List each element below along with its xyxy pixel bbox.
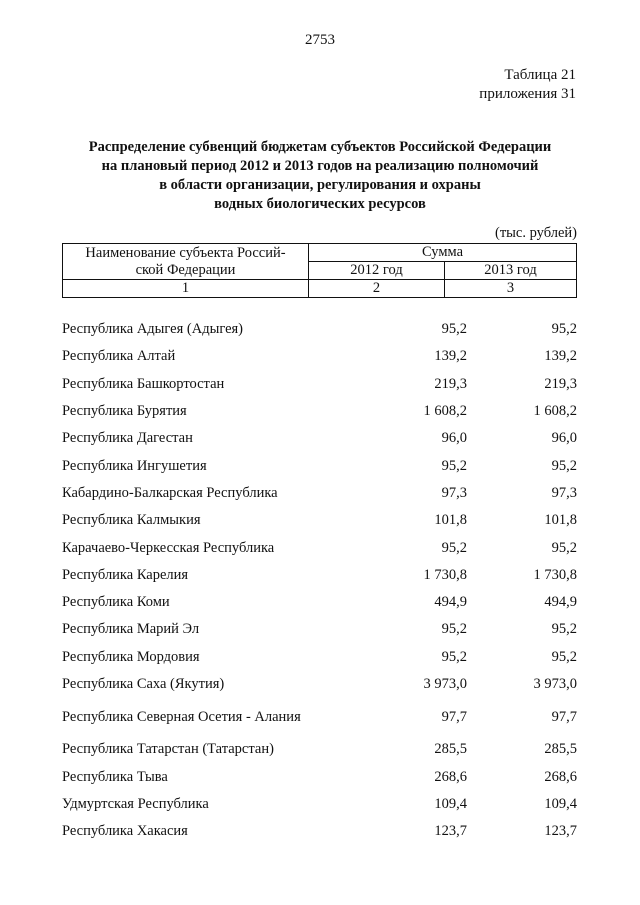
table-row	[62, 452, 577, 479]
table-row	[62, 534, 577, 561]
row-value-2013: 101,8	[544, 512, 577, 529]
row-value-2013: 95,2	[551, 321, 577, 338]
row-value-2012: 109,4	[434, 795, 467, 812]
table-row	[62, 398, 577, 425]
row-value-2013: 123,7	[544, 823, 577, 840]
table-ref-line2: приложения 31	[479, 86, 576, 102]
table-header	[62, 243, 577, 298]
row-subject-name: Республика Коми	[62, 594, 170, 611]
row-value-2013: 95,2	[551, 621, 577, 638]
units-label: (тыс. рублей)	[495, 225, 577, 241]
row-subject-name: Республика Дагестан	[62, 430, 193, 447]
header-name-line2: ской Федерации	[135, 261, 236, 278]
row-value-2013: 268,6	[544, 768, 577, 785]
table-body	[62, 316, 577, 845]
row-value-2012: 1 730,8	[423, 566, 467, 583]
header-col-number-2: 2	[309, 280, 445, 298]
table-row	[62, 316, 577, 343]
table-row	[62, 425, 577, 452]
row-value-2012: 95,2	[441, 648, 467, 665]
table-row	[62, 562, 577, 589]
row-value-2013: 139,2	[544, 348, 577, 365]
row-subject-name: Республика Бурятия	[62, 403, 187, 420]
row-value-2013: 494,9	[544, 594, 577, 611]
row-subject-name: Кабардино-Балкарская Республика	[62, 484, 278, 501]
row-value-2012: 97,3	[441, 484, 467, 501]
table-row	[62, 371, 577, 398]
header-col-number-1: 1	[63, 280, 309, 298]
row-value-2013: 1 730,8	[533, 566, 577, 583]
table-row	[62, 671, 577, 698]
table-row	[62, 507, 577, 534]
row-value-2013: 97,3	[551, 484, 577, 501]
row-value-2012: 95,2	[441, 539, 467, 556]
row-subject-name: Республика Саха (Якутия)	[62, 676, 225, 692]
table-row	[62, 791, 577, 818]
row-value-2012: 123,7	[434, 823, 467, 840]
row-value-2013: 285,5	[544, 741, 577, 758]
row-value-2013: 1 608,2	[533, 403, 577, 420]
row-value-2012: 97,7	[441, 708, 467, 725]
row-value-2012: 1 608,2	[423, 403, 467, 420]
row-value-2013: 219,3	[544, 375, 577, 392]
row-subject-name: Республика Алтай	[62, 348, 176, 365]
row-value-2012: 219,3	[434, 375, 467, 392]
row-value-2012: 285,5	[434, 741, 467, 758]
row-subject-name: Республика Тыва	[62, 768, 168, 785]
row-subject-name: Республика Северная Осетия - Алания	[62, 708, 301, 725]
title-line3: в области организации, регулирования и охраны	[159, 177, 481, 193]
row-value-2012: 494,9	[434, 594, 467, 611]
table-row	[62, 698, 577, 736]
row-value-2012: 101,8	[434, 512, 467, 529]
row-value-2013: 95,2	[551, 457, 577, 474]
row-value-2013: 95,2	[551, 539, 577, 556]
row-subject-name: Республика Карелия	[62, 566, 189, 583]
title-line2: на плановый период 2012 и 2013 годов на реализацию полномочий	[101, 158, 539, 174]
table-row	[62, 644, 577, 671]
row-subject-name: Республика Татарстан (Татарстан)	[62, 741, 274, 758]
table-ref-line1: Таблица 21	[504, 67, 576, 83]
header-year-2012: 2012 год	[309, 262, 445, 280]
row-subject-name: Республика Адыгея (Адыгея)	[62, 321, 244, 338]
row-subject-name: Республика Башкортостан	[62, 375, 225, 392]
row-value-2012: 95,2	[441, 321, 467, 338]
header-col-number-3: 3	[445, 280, 577, 298]
table-reference	[479, 66, 576, 104]
row-subject-name: Республика Ингушетия	[62, 457, 207, 474]
title-line4: водных биологических ресурсов	[214, 196, 426, 212]
header-name-line1: Наименование субъекта Россий-	[85, 244, 286, 261]
document-title	[60, 138, 580, 214]
row-value-2012: 139,2	[434, 348, 467, 365]
row-subject-name: Республика Хакасия	[62, 823, 188, 840]
row-value-2013: 97,7	[551, 708, 577, 725]
row-value-2013: 3 973,0	[533, 676, 577, 692]
row-value-2013: 95,2	[551, 648, 577, 665]
table-row	[62, 616, 577, 643]
row-subject-name: Республика Мордовия	[62, 648, 200, 665]
row-subject-name: Республика Калмыкия	[62, 512, 201, 529]
header-sum: Сумма	[309, 244, 577, 262]
row-subject-name: Республика Марий Эл	[62, 621, 200, 638]
row-value-2012: 268,6	[434, 768, 467, 785]
row-value-2012: 95,2	[441, 457, 467, 474]
row-subject-name: Удмуртская Республика	[62, 795, 209, 812]
table-row	[62, 343, 577, 370]
table-row	[62, 763, 577, 790]
table-row	[62, 589, 577, 616]
header-year-2013: 2013 год	[445, 262, 577, 280]
header-name-column	[63, 244, 309, 280]
row-subject-name: Карачаево-Черкесская Республика	[62, 539, 275, 556]
row-value-2013: 109,4	[544, 795, 577, 812]
row-value-2012: 3 973,0	[423, 676, 467, 692]
table-row	[62, 480, 577, 507]
table-row	[62, 818, 577, 845]
title-line1: Распределение субвенций бюджетам субъектов Российской Федерации	[88, 139, 552, 155]
row-value-2012: 95,2	[441, 621, 467, 638]
page-number: 2753	[305, 32, 335, 48]
row-value-2013: 96,0	[551, 430, 577, 447]
row-value-2012: 96,0	[441, 430, 467, 447]
table-row	[62, 736, 577, 763]
